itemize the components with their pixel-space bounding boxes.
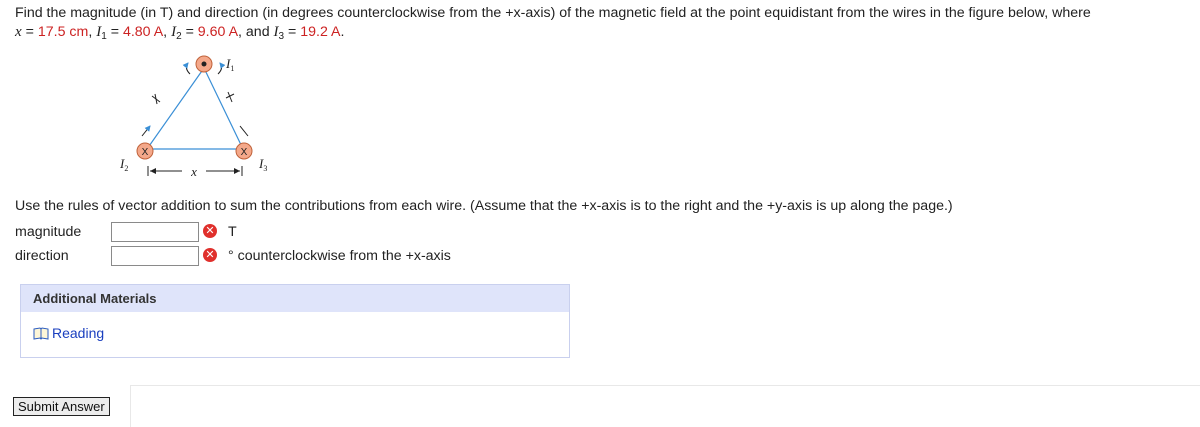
- question-end: .: [340, 24, 345, 40]
- additional-materials-title: Additional Materials: [21, 285, 569, 312]
- var-i3: I: [273, 24, 279, 40]
- i2-value: 9.60 A: [197, 24, 239, 40]
- var-i3-sub: 3: [278, 31, 285, 42]
- question-intro: Find the magnitude (in T) and direction (in degrees counterclockwise from the +x-axis) of the magnetic field at the point equidistant from the wires in the figure below, where: [15, 5, 1091, 21]
- direction-input[interactable]: [111, 246, 199, 266]
- wire-1-label: $I_1$: [226, 56, 235, 73]
- wire-3-cross-icon: X: [240, 147, 248, 158]
- direction-label: direction: [15, 248, 69, 264]
- dim-left-arrow: [150, 168, 156, 174]
- var-x: x: [15, 24, 22, 40]
- wire-2-cross-icon: X: [141, 147, 149, 158]
- magnitude-label: magnitude: [15, 224, 82, 240]
- divider-line-vertical: [130, 385, 131, 427]
- direction-unit: ° counterclockwise from the +x-axis: [228, 248, 451, 264]
- magnitude-input[interactable]: [111, 222, 199, 242]
- instruction-text: Use the rules of vector addition to sum the contributions from each wire. (Assume that the +x-axis is to the right and the +y-axis is up along the page.): [15, 198, 953, 214]
- field-arrow-1a: [186, 63, 190, 74]
- field-arrow-3: [240, 126, 248, 136]
- submit-answer-button[interactable]: Submit Answer: [13, 397, 110, 416]
- reading-link[interactable]: [33, 325, 104, 341]
- field-arrow-2: [142, 126, 150, 136]
- and-word: and: [245, 24, 270, 40]
- wire-triangle-figure: [120, 46, 290, 181]
- incorrect-icon: ✕: [203, 224, 217, 238]
- book-icon: [33, 327, 49, 340]
- triangle-side-left: [147, 68, 204, 149]
- wire-2-label: $I_2$: [120, 156, 129, 173]
- additional-materials-panel: [20, 284, 570, 358]
- magnitude-unit: T: [228, 224, 237, 240]
- divider-line: [130, 385, 1200, 386]
- wire-1-dot-icon: [202, 62, 207, 67]
- var-i1: I: [96, 24, 102, 40]
- i3-value: 19.2 A: [300, 24, 341, 40]
- var-i2-sub: 2: [176, 31, 182, 42]
- triangle-side-right: [204, 68, 243, 149]
- var-i2: I: [171, 24, 177, 40]
- incorrect-icon: ✕: [203, 248, 217, 262]
- reading-link-label[interactable]: Reading: [52, 325, 105, 341]
- dim-x-label: x: [191, 164, 197, 179]
- x-value: 17.5 cm: [37, 24, 89, 40]
- wire-3-label: $I_3$: [259, 156, 268, 173]
- question-text: Find the magnitude (in T) and direction (in degrees counterclockwise from the +x-axis) of the magnetic field at the point equidistant from the wires in the figure below, where x = 17.5 cm, $I_1 = 4.80$ A, $I_2 = 9.60$ A, and $I_3 = 19.2$ A.: [15, 5, 1091, 42]
- var-i1-sub: 1: [101, 31, 107, 42]
- i1-value: 4.80 A: [122, 24, 164, 40]
- field-arrow-1b: [218, 63, 222, 74]
- dim-right-arrow: [234, 168, 240, 174]
